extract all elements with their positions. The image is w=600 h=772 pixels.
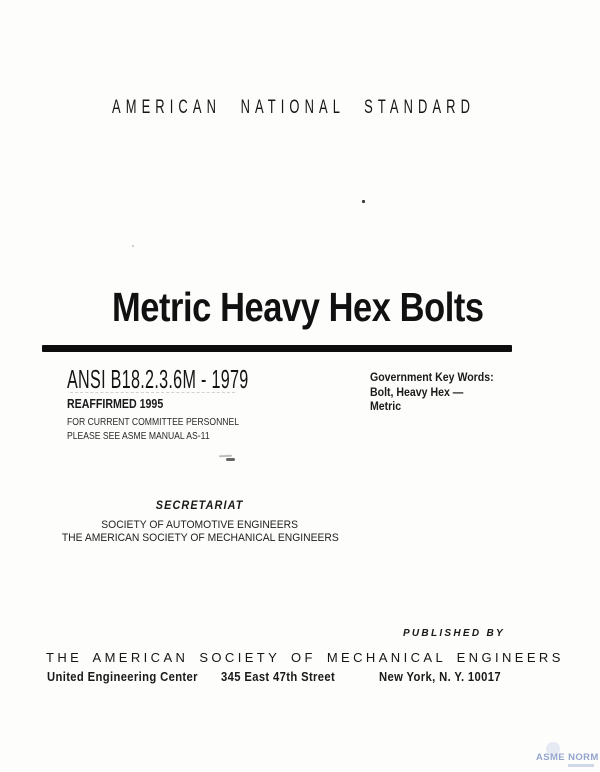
publisher-building-text: United Engineering Center	[47, 670, 198, 684]
committee-note	[67, 416, 277, 443]
reaffirmed-label	[67, 397, 180, 411]
publisher-city	[379, 670, 515, 684]
published-by-label: PUBLISHED BY	[402, 628, 505, 639]
standard-designation	[67, 364, 360, 395]
asme-norm-watermark	[534, 746, 598, 768]
committee-note-line-1: FOR CURRENT COMMITTEE PERSONNEL	[67, 416, 240, 428]
horizontal-rule	[42, 345, 512, 352]
watermark-text: ASME NORM	[536, 752, 599, 763]
secretariat-org-2	[40, 532, 360, 544]
secretariat-heading	[40, 500, 360, 512]
publisher-street	[221, 670, 348, 684]
banner-heading-text: AMERICAN NATIONAL STANDARD	[112, 97, 476, 118]
scan-artifact-dashes	[70, 392, 235, 393]
scan-artifact-smudge	[219, 455, 232, 457]
secretariat-org-2-text: THE AMERICAN SOCIETY OF MECHANICAL ENGINEERS	[61, 532, 339, 544]
publisher-name: THE AMERICAN SOCIETY OF MECHANICAL ENGINEERS	[46, 650, 564, 665]
keywords-line-1: Bolt, Heavy Hex —	[370, 384, 464, 399]
committee-note-line-2: PLEASE SEE ASME MANUAL AS-11	[67, 429, 210, 442]
scan-artifact-dot	[132, 245, 134, 247]
watermark-subtext-bar	[568, 764, 594, 767]
secretariat-heading-text: SECRETARIAT	[156, 500, 244, 512]
keywords-line-2: Metric	[370, 399, 402, 413]
scan-artifact-smudge	[226, 458, 235, 461]
government-keywords	[370, 370, 510, 414]
reaffirmed-text: REAFFIRMED 1995	[67, 397, 164, 411]
secretariat-org-1	[40, 519, 360, 531]
publisher-city-text: New York, N. Y. 10017	[379, 670, 502, 684]
page-title	[112, 284, 554, 331]
standard-designation-text: ANSI B18.2.3.6M - 1979	[67, 364, 249, 394]
publisher-building	[47, 670, 215, 684]
scan-artifact-dot	[362, 200, 365, 203]
page-title-text: Metric Heavy Hex Bolts	[112, 284, 484, 330]
publisher-street-text: 345 East 47th Street	[221, 670, 336, 684]
keywords-label: Government Key Words:	[370, 370, 494, 384]
banner-heading	[112, 97, 600, 119]
secretariat-org-1-text: SOCIETY OF AUTOMOTIVE ENGINEERS	[101, 519, 299, 531]
